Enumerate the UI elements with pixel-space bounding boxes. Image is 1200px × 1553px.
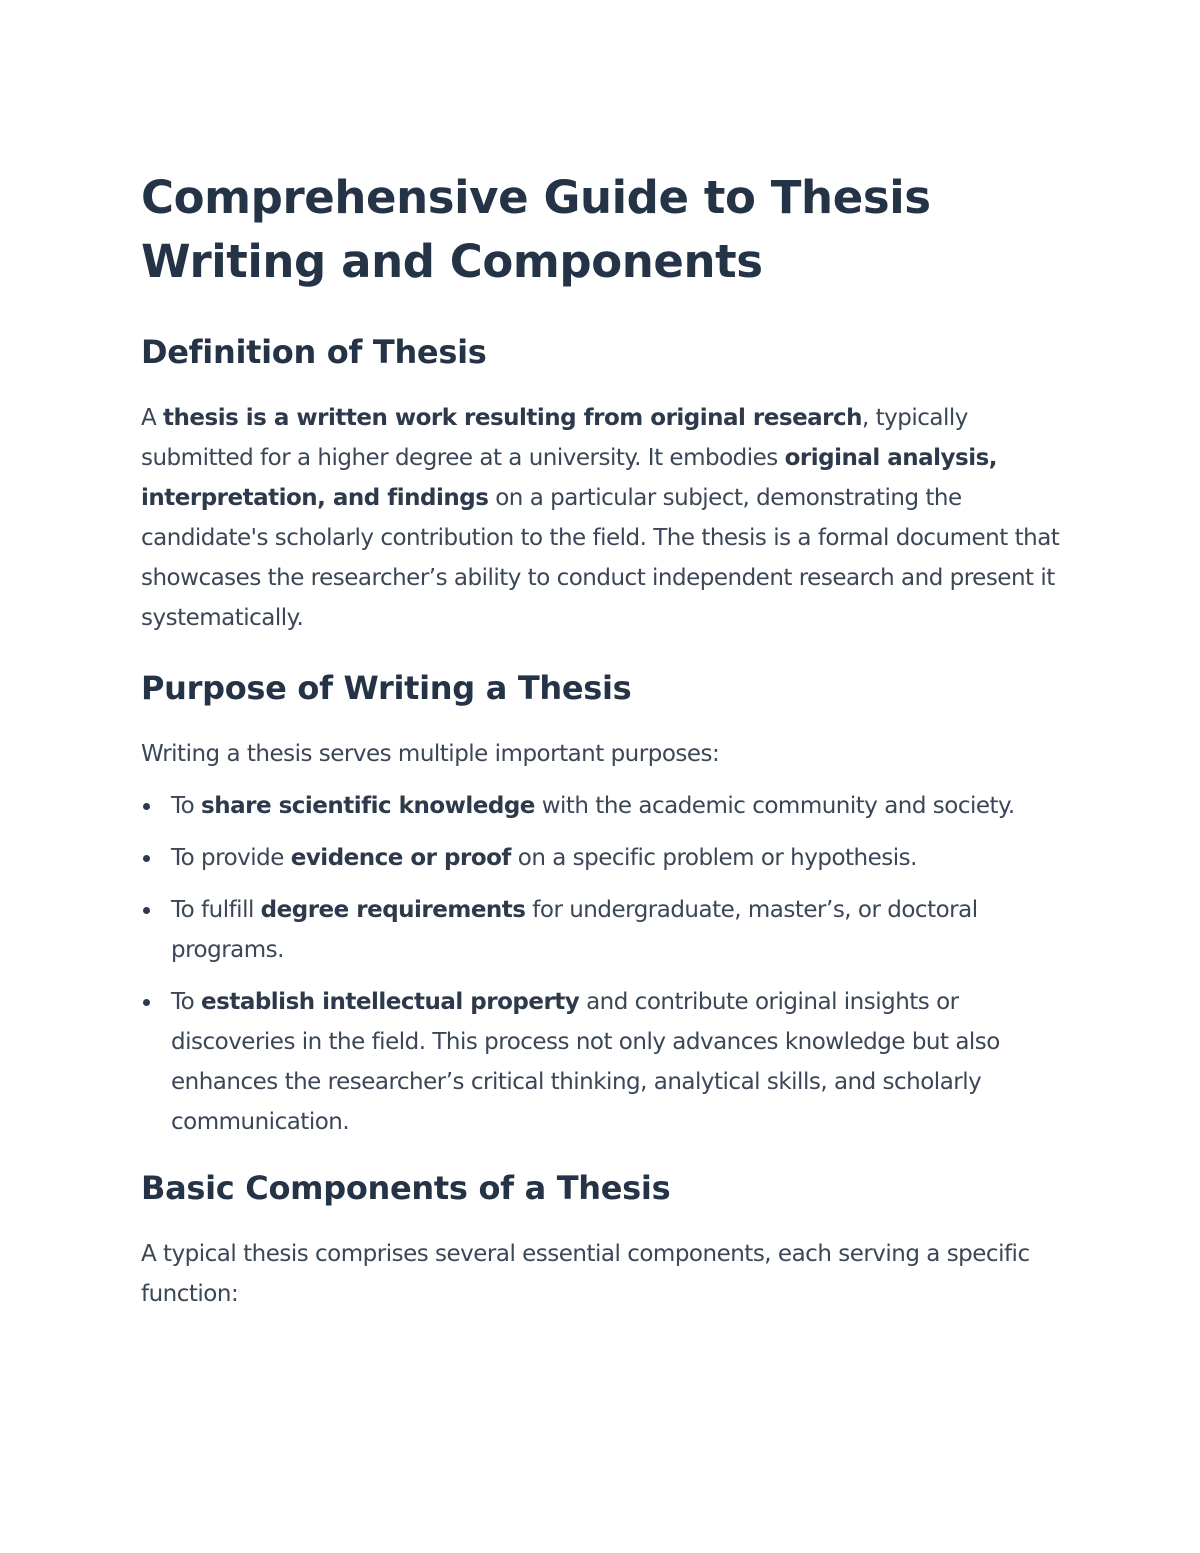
list-item-text: To [171,989,202,1015]
bullet-icon [143,907,150,914]
purpose-list [141,786,1061,1142]
list-item-text: for undergraduate, master’s, or doctoral programs. [171,897,978,963]
components-intro: A typical thesis comprises several essential components, each serving a specific function: [141,1241,1030,1307]
list-item [141,982,1061,1142]
list-item-bold: evidence or proof [290,845,511,871]
definition-paragraph [141,398,1061,638]
list-item [141,838,1061,878]
list-item-bold: degree requirements [260,897,526,923]
list-item-bold: share scientific knowledge [201,793,535,819]
purpose-intro: Writing a thesis serves multiple important purposes: [141,741,720,767]
list-item-text: To [171,793,202,819]
list-item-text: and contribute original insights or discoveries in the field. This process not only advances knowledge but also enhances the researcher’s critical thinking, analytical skills, and scholarly communication. [171,989,1000,1135]
bullet-icon [143,855,150,862]
bullet-icon [143,803,150,810]
definition-text-1: A [141,405,164,431]
list-item [141,890,1061,970]
document-page [141,166,1061,1314]
list-item-bold: establish intellectual property [201,989,580,1015]
section-heading-definition: Definition of Thesis [141,333,487,371]
bullet-icon [143,999,150,1006]
definition-bold-2: original analysis, interpretation, and findings [141,445,998,511]
list-item-text: To provide [171,845,291,871]
page-title: Comprehensive Guide to Thesis Writing and Components [141,171,931,288]
definition-bold-1: thesis is a written work resulting from original research [163,405,863,431]
list-item [141,786,1061,826]
definition-text-2: , typically submitted for a higher degree at a university. It embodies [141,405,968,471]
list-item-text: on a specific problem or hypothesis. [510,845,917,871]
section-heading-purpose: Purpose of Writing a Thesis [141,669,632,707]
list-item-text: with the academic community and society. [534,793,1015,819]
list-item-text: To fulfill [171,897,261,923]
definition-text-3: on a particular subject, demonstrating the candidate's scholarly contribution to the field. The thesis is a formal document that showcases the researcher’s ability to conduct independent research and present it systematically. [141,485,1060,631]
section-heading-components: Basic Components of a Thesis [141,1169,671,1207]
